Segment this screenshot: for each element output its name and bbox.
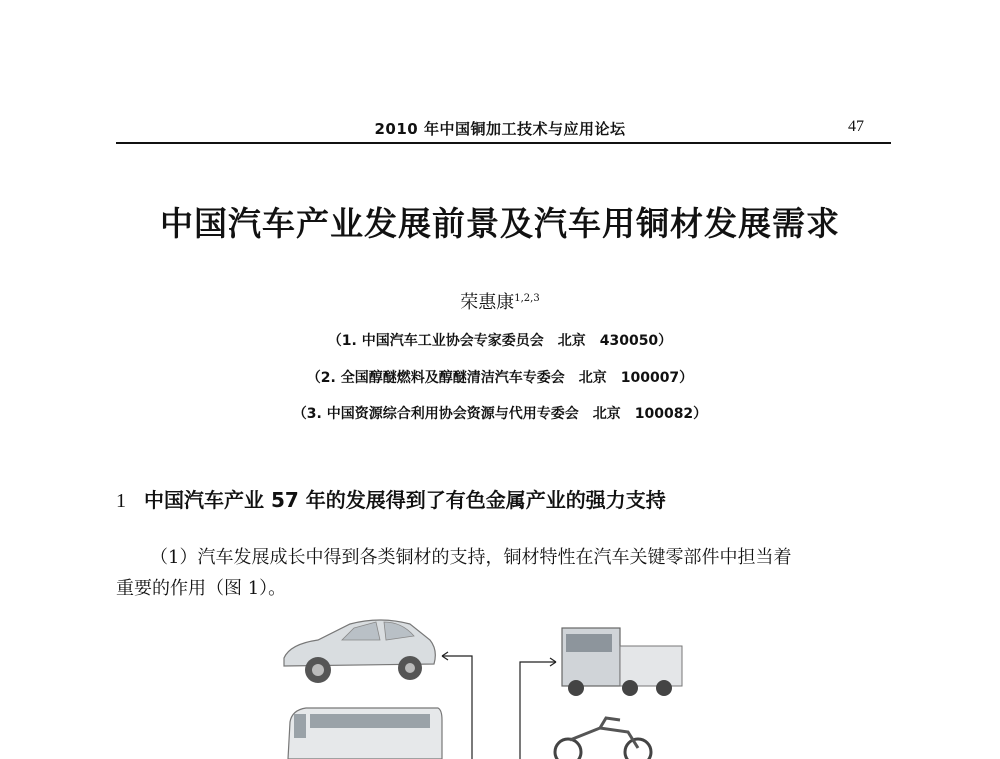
motorcycle-image [555, 718, 651, 759]
affiliation-3: （3. 中国资源综合利用协会资源与代用专委会 北京 100082） [292, 406, 708, 422]
author-line [0, 288, 1000, 314]
section-heading [116, 484, 666, 513]
truck-image [562, 628, 682, 696]
sedan-car-image [284, 620, 435, 683]
section-heading-text: 中国汽车产业 57 年的发展得到了有色金属产业的强力支持 [144, 488, 666, 512]
header-rule [116, 142, 891, 144]
running-header-title: 2010 年中国铜加工技术与应用论坛 [374, 120, 626, 138]
bus-image [288, 708, 442, 759]
affiliation-1: （1. 中国汽车工业协会专家委员会 北京 430050） [327, 333, 673, 349]
section-number: 1 [116, 490, 126, 512]
body-line-1: （1）汽车发展成长中得到各类铜材的支持，铜材特性在汽车关键零部件中担当着 [150, 547, 792, 568]
figure-connectors [442, 652, 556, 759]
paper-title: 中国汽车产业发展前景及汽车用铜材发展需求 [160, 204, 840, 243]
page-number: 47 [848, 118, 864, 135]
author-superscript: 1,2,3 [514, 293, 540, 304]
author-name: 荣惠康 [460, 292, 515, 313]
body-line-2: 重要的作用（图 1）。 [116, 578, 287, 599]
figure-1-vehicles [270, 610, 690, 759]
affiliation-2: （2. 全国醇醚燃料及醇醚清洁汽车专委会 北京 100007） [306, 370, 694, 386]
